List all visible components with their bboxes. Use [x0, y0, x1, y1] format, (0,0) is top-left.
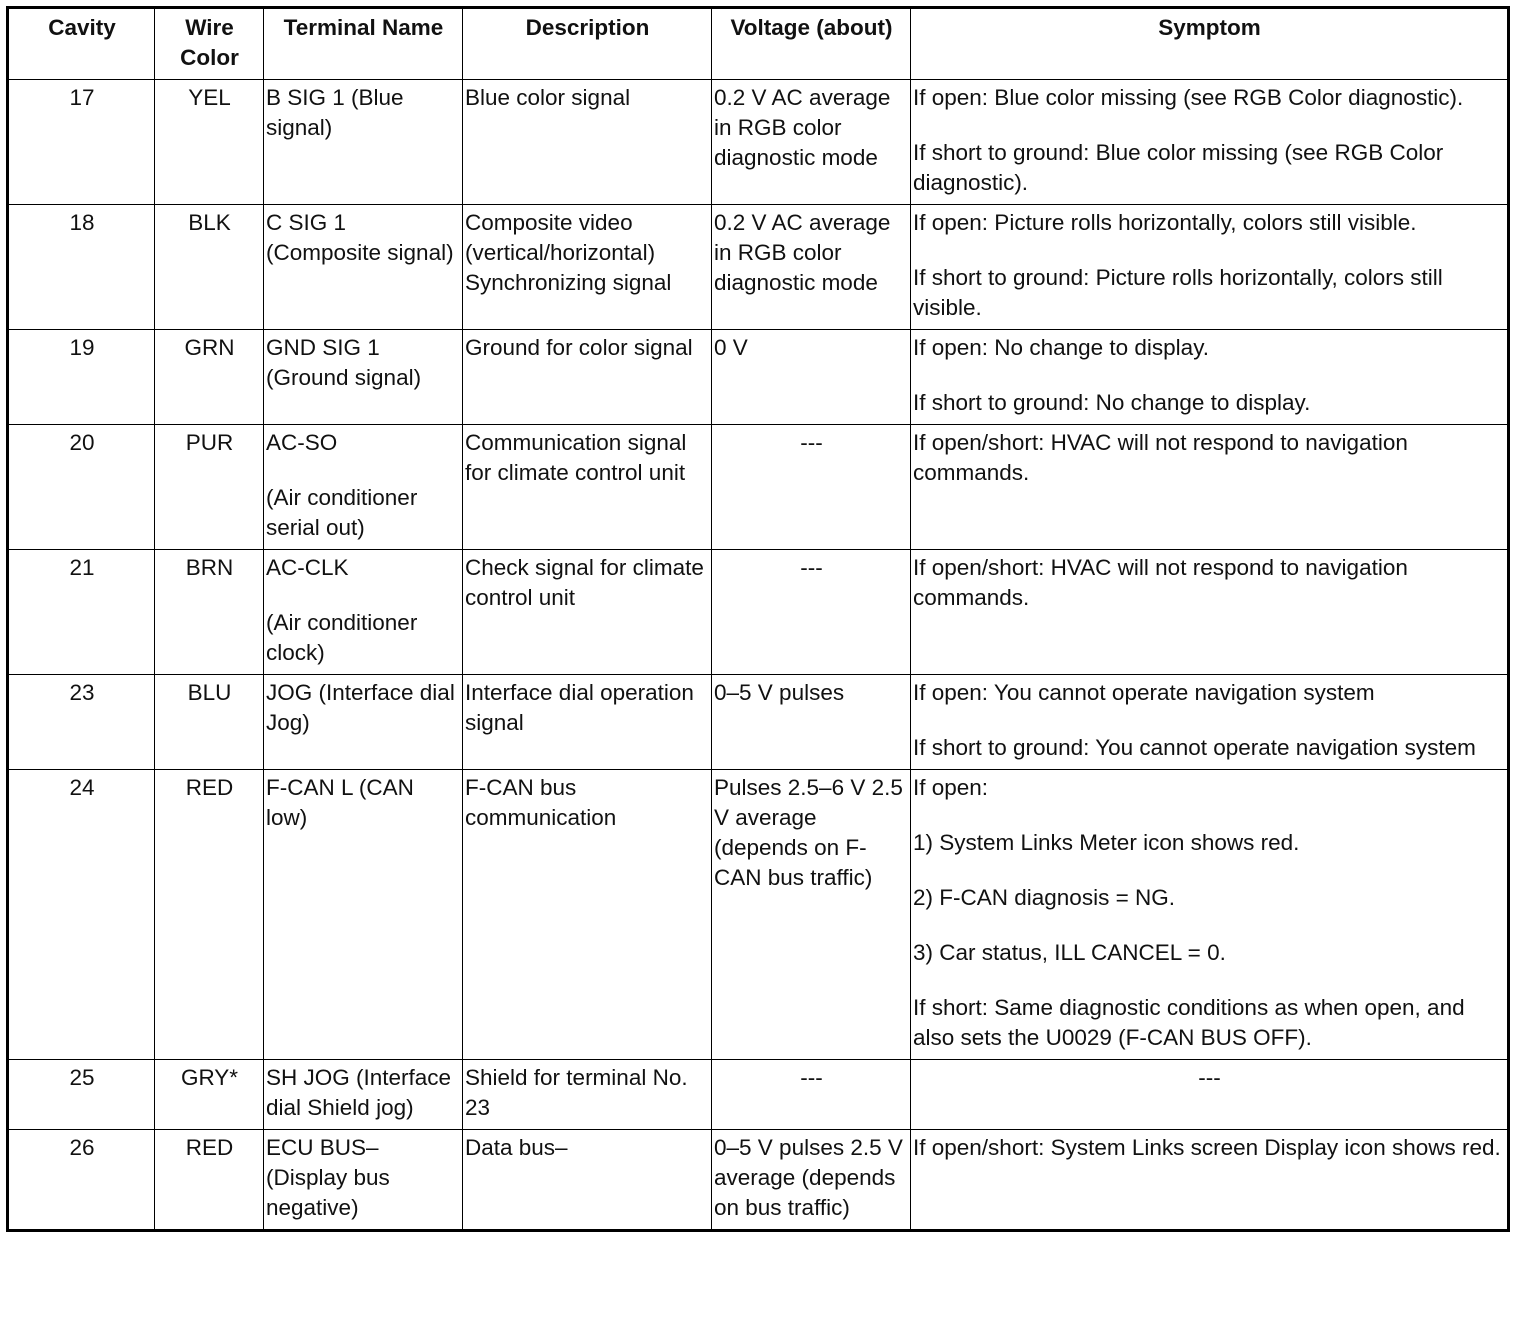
cell-terminal-name-paragraph: (Air conditioner serial out) [266, 485, 418, 540]
cell-voltage: 0–5 V pulses [712, 675, 911, 770]
cell-symptom-paragraph: If open: Picture rolls horizontally, colors still visible. [913, 210, 1417, 235]
cell-symptom-paragraph: If short to ground: Blue color missing (see RGB Color diagnostic). [913, 140, 1444, 195]
cell-description: Communication signal for climate control unit [463, 425, 712, 550]
table-row [8, 425, 1509, 550]
cell-terminal-name-paragraph: ECU BUS– (Display bus negative) [266, 1135, 390, 1220]
header-cavity: Cavity [8, 8, 155, 80]
cell-terminal-name-paragraph: AC-CLK [266, 555, 349, 580]
cell-terminal-name-paragraph: AC-SO [266, 430, 338, 455]
table-row [8, 80, 1509, 205]
cell-symptom-paragraph: If short to ground: No change to display. [913, 390, 1311, 415]
cell-voltage: --- [712, 550, 911, 675]
table-body [8, 80, 1509, 1231]
cell-symptom-paragraph: 3) Car status, ILL CANCEL = 0. [913, 940, 1226, 965]
cell-description: Blue color signal [463, 80, 712, 205]
header-voltage: Voltage (about) [712, 8, 911, 80]
table-row [8, 550, 1509, 675]
cell-cavity: 21 [8, 550, 155, 675]
cell-symptom-paragraph: If open: You cannot operate navigation system [913, 680, 1375, 705]
cell-symptom-paragraph: If open/short: HVAC will not respond to navigation commands. [913, 555, 1408, 610]
cell-terminal-name [264, 550, 463, 675]
table-row [8, 1130, 1509, 1231]
cell-cavity: 23 [8, 675, 155, 770]
cell-cavity: 17 [8, 80, 155, 205]
cell-description: F-CAN bus communication [463, 770, 712, 1060]
table-row [8, 1060, 1509, 1130]
cell-symptom [911, 675, 1509, 770]
cell-symptom-paragraph: If short to ground: Picture rolls horizontally, colors still visible. [913, 265, 1443, 320]
cell-wire-color: GRN [155, 330, 264, 425]
cell-voltage: Pulses 2.5–6 V 2.5 V average (depends on F-CAN bus traffic) [712, 770, 911, 1060]
cell-symptom-paragraph: 2) F-CAN diagnosis = NG. [913, 885, 1175, 910]
cell-cavity: 19 [8, 330, 155, 425]
header-wire-color: Wire Color [155, 8, 264, 80]
cell-symptom-paragraph: If open: No change to display. [913, 335, 1210, 360]
cell-description: Ground for color signal [463, 330, 712, 425]
cell-wire-color: YEL [155, 80, 264, 205]
header-symptom: Symptom [911, 8, 1509, 80]
cell-symptom [911, 425, 1509, 550]
cell-symptom-paragraph: If open/short: HVAC will not respond to navigation commands. [913, 430, 1408, 485]
table-row [8, 675, 1509, 770]
cell-terminal-name [264, 675, 463, 770]
cell-symptom [911, 205, 1509, 330]
cell-symptom-paragraph: --- [1198, 1065, 1221, 1090]
header-terminal-name: Terminal Name [264, 8, 463, 80]
cell-wire-color: BLU [155, 675, 264, 770]
cell-symptom-paragraph: 1) System Links Meter icon shows red. [913, 830, 1300, 855]
cell-cavity: 20 [8, 425, 155, 550]
cell-terminal-name [264, 770, 463, 1060]
cell-voltage: 0 V [712, 330, 911, 425]
connector-pinout-table [6, 6, 1510, 1232]
cell-wire-color: GRY* [155, 1060, 264, 1130]
cell-symptom-paragraph: If open: [913, 775, 989, 800]
cell-terminal-name-paragraph: F-CAN L (CAN low) [266, 775, 414, 830]
cell-symptom [911, 1060, 1509, 1130]
cell-description: Shield for terminal No. 23 [463, 1060, 712, 1130]
cell-terminal-name [264, 1130, 463, 1231]
cell-terminal-name [264, 330, 463, 425]
cell-terminal-name-paragraph: JOG (Interface dial Jog) [266, 680, 455, 735]
cell-voltage: --- [712, 1060, 911, 1130]
table-row [8, 770, 1509, 1060]
cell-terminal-name [264, 425, 463, 550]
cell-cavity: 26 [8, 1130, 155, 1231]
cell-description: Data bus– [463, 1130, 712, 1231]
cell-wire-color: BLK [155, 205, 264, 330]
cell-terminal-name [264, 80, 463, 205]
cell-cavity: 18 [8, 205, 155, 330]
cell-symptom-paragraph: If short: Same diagnostic conditions as when open, and also sets the U0029 (F-CAN BUS OFF). [913, 995, 1465, 1050]
cell-wire-color: RED [155, 770, 264, 1060]
cell-symptom [911, 1130, 1509, 1231]
cell-symptom-paragraph: If open: Blue color missing (see RGB Color diagnostic). [913, 85, 1464, 110]
cell-wire-color: RED [155, 1130, 264, 1231]
cell-symptom [911, 330, 1509, 425]
cell-symptom [911, 770, 1509, 1060]
table-row [8, 205, 1509, 330]
cell-voltage: --- [712, 425, 911, 550]
cell-wire-color: BRN [155, 550, 264, 675]
cell-terminal-name [264, 1060, 463, 1130]
cell-description: Composite video (vertical/horizontal) Synchronizing signal [463, 205, 712, 330]
table-row [8, 330, 1509, 425]
cell-symptom [911, 80, 1509, 205]
cell-terminal-name-paragraph: GND SIG 1 (Ground signal) [266, 335, 422, 390]
cell-symptom-paragraph: If open/short: System Links screen Display icon shows red. [913, 1135, 1501, 1160]
cell-terminal-name-paragraph: SH JOG (Interface dial Shield jog) [266, 1065, 452, 1120]
cell-terminal-name [264, 205, 463, 330]
cell-voltage: 0.2 V AC average in RGB color diagnostic mode [712, 80, 911, 205]
cell-terminal-name-paragraph: C SIG 1 (Composite signal) [266, 210, 454, 265]
cell-symptom [911, 550, 1509, 675]
cell-voltage: 0.2 V AC average in RGB color diagnostic mode [712, 205, 911, 330]
cell-voltage: 0–5 V pulses 2.5 V average (depends on bus traffic) [712, 1130, 911, 1231]
header-row [8, 8, 1509, 80]
header-description: Description [463, 8, 712, 80]
cell-description: Check signal for climate control unit [463, 550, 712, 675]
cell-terminal-name-paragraph: B SIG 1 (Blue signal) [266, 85, 404, 140]
cell-cavity: 25 [8, 1060, 155, 1130]
cell-symptom-paragraph: If short to ground: You cannot operate navigation system [913, 735, 1476, 760]
cell-cavity: 24 [8, 770, 155, 1060]
cell-terminal-name-paragraph: (Air conditioner clock) [266, 610, 418, 665]
cell-description: Interface dial operation signal [463, 675, 712, 770]
cell-wire-color: PUR [155, 425, 264, 550]
